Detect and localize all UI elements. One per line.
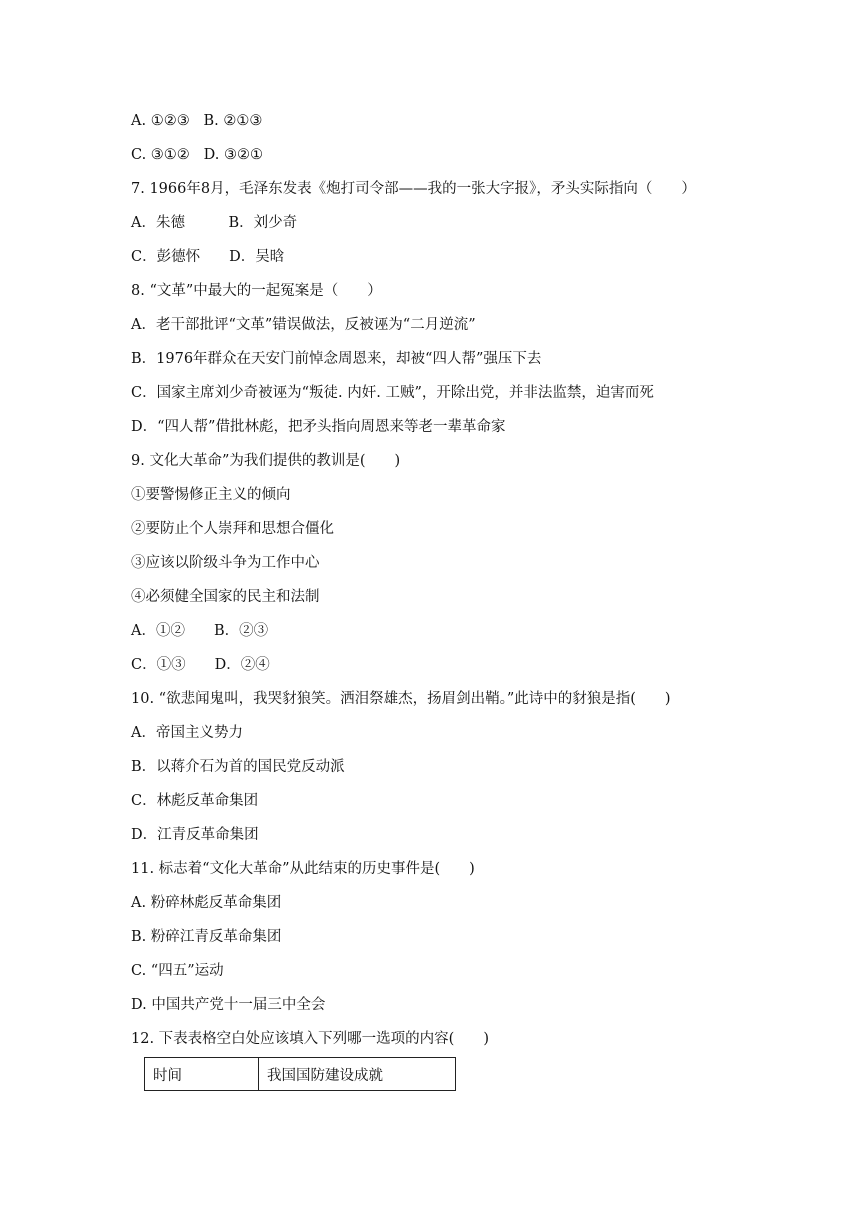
q10-option-c: C．林彪反革命集团 bbox=[131, 793, 259, 809]
q10-stem: 10. “欲悲闻鬼叫，我哭豺狼笑。洒泪祭雄杰，扬眉剑出鞘。”此诗中的豺狼是指( ) bbox=[131, 691, 671, 707]
q8-option-b: B．1976年群众在天安门前悼念周恩来，却被“四人帮”强压下去 bbox=[131, 351, 542, 367]
q8-option-d: D．“四人帮”借批林彪，把矛头指向周恩来等老一辈革命家 bbox=[131, 419, 506, 435]
q7-options-ab: A．朱德 B．刘少奇 bbox=[131, 215, 298, 231]
q7-options-cd: C．彭德怀 D．吴晗 bbox=[131, 249, 285, 265]
q11-option-d: D. 中国共产党十一届三中全会 bbox=[131, 997, 326, 1013]
q10-option-d: D．江青反革命集团 bbox=[131, 827, 259, 843]
table-header-achievement: 我国国防建设成就 bbox=[259, 1058, 456, 1091]
q9-options-cd: C．①③ D．②④ bbox=[131, 657, 270, 673]
q9-statement-1: ①要警惕修正主义的倾向 bbox=[131, 487, 291, 503]
q11-option-b: B. 粉碎江青反革命集团 bbox=[131, 929, 282, 945]
table-header-time: 时间 bbox=[145, 1058, 259, 1091]
q8-stem: 8. “文革”中最大的一起冤案是（ ） bbox=[131, 283, 382, 299]
q11-option-a: A. 粉碎林彪反革命集团 bbox=[131, 895, 282, 911]
table-row bbox=[145, 1058, 456, 1091]
q8-option-a: A．老干部批评“文革”错误做法，反被诬为“二月逆流” bbox=[131, 317, 476, 333]
q7-stem: 7. 1966年8月，毛泽东发表《炮打司令部——我的一张大字报》，矛头实际指向（ ） bbox=[131, 181, 696, 197]
q12-table bbox=[144, 1057, 456, 1091]
q9-statement-3: ③应该以阶级斗争为工作中心 bbox=[131, 555, 320, 571]
q11-option-c: C. “四五”运动 bbox=[131, 963, 224, 979]
q10-option-b: B．以蒋介石为首的国民党反动派 bbox=[131, 759, 345, 775]
q9-options-ab: A．①② B．②③ bbox=[131, 623, 269, 639]
q8-option-c: C．国家主席刘少奇被诬为“叛徒. 内奸. 工贼”，开除出党，并非法监禁，迫害而死 bbox=[131, 385, 654, 401]
q6-options-ab: A. ①②③ B. ②①③ bbox=[131, 113, 263, 129]
q6-options-cd: C. ③①② D. ③②① bbox=[131, 147, 263, 163]
q10-option-a: A．帝国主义势力 bbox=[131, 725, 243, 741]
q12-stem: 12. 下表表格空白处应该填入下列哪一选项的内容( ) bbox=[131, 1031, 489, 1047]
q9-stem: 9. 文化大革命”为我们提供的教训是( ) bbox=[131, 453, 401, 469]
q9-statement-2: ②要防止个人崇拜和思想合僵化 bbox=[131, 521, 334, 537]
q9-statement-4: ④必须健全国家的民主和法制 bbox=[131, 589, 320, 605]
q11-stem: 11. 标志着“文化大革命”从此结束的历史事件是( ) bbox=[131, 861, 475, 877]
